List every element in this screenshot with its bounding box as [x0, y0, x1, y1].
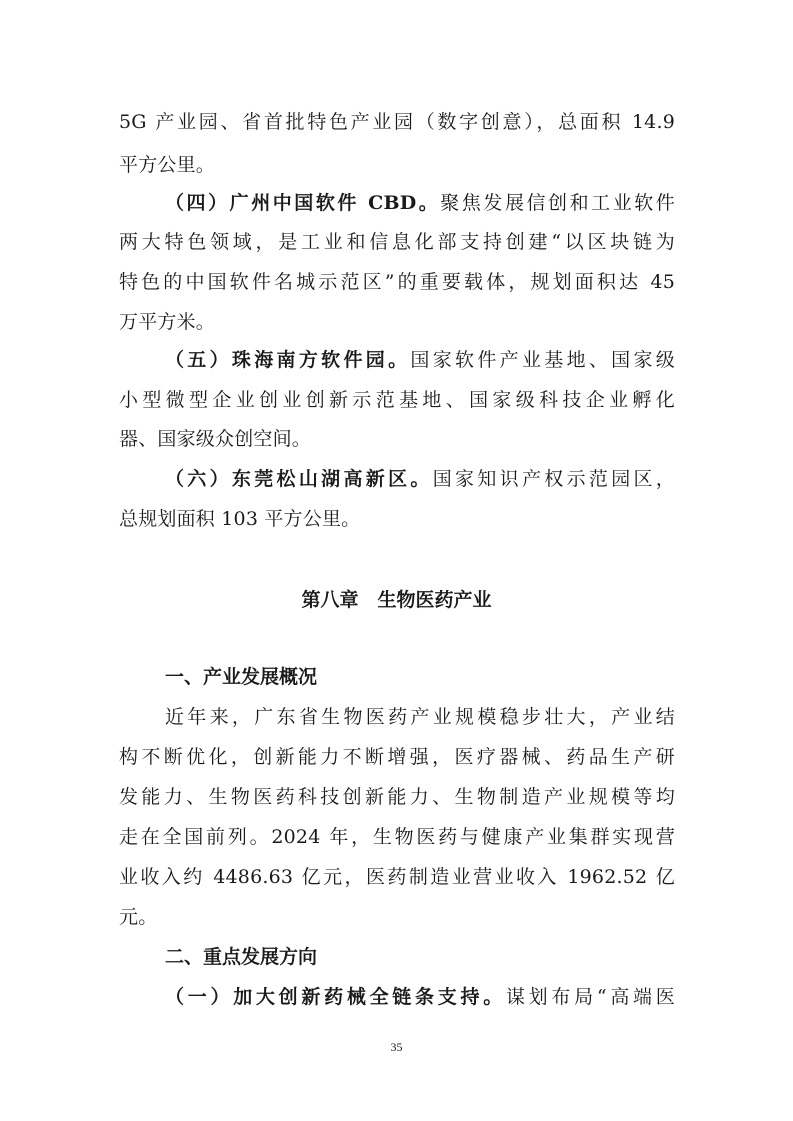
- text-line: [165, 985, 675, 1009]
- list-item-heading: （五）珠海南方软件园。: [165, 349, 411, 371]
- page-number: 35: [390, 1040, 403, 1054]
- text-line: 总规划面积 103 平方公里。: [119, 508, 361, 530]
- text-line: 万平方米。: [119, 311, 216, 333]
- text-line: 元。: [119, 906, 158, 928]
- text-line: 近年来，广东省生物医药产业规模稳步壮大，产业结: [165, 706, 675, 728]
- text-line: 业收入约 4486.63 亿元，医药制造业营业收入 1962.52 亿: [119, 866, 675, 888]
- text-span: 聚焦发展信创和工业软件: [440, 192, 676, 214]
- text-line: 构不断优化，创新能力不断增强，医疗器械、药品生产研: [119, 746, 675, 768]
- text-line: [165, 348, 675, 372]
- text-line: 小型微型企业创业创新示范基地、国家级科技企业孵化: [119, 389, 675, 411]
- section-heading: 一、产业发展概况: [165, 666, 318, 688]
- text-line: 发能力、生物医药科技创新能力、生物制造产业规模等均: [119, 786, 675, 808]
- text-line: 两大特色领域，是工业和信息化部支持创建“以区块链为: [119, 231, 675, 253]
- text-span: 国家知识产权示范园区，: [432, 468, 676, 490]
- text-span: 国家软件产业基地、国家级: [410, 349, 676, 371]
- text-line: 平方公里。: [119, 154, 216, 176]
- text-line: [165, 191, 675, 215]
- text-line: 特色的中国软件名城示范区”的重要载体，规划面积达 45: [119, 271, 675, 293]
- list-item-heading: （六）东莞松山湖高新区。: [165, 468, 433, 490]
- list-item-heading: （四）广州中国软件 CBD。: [165, 192, 441, 214]
- chapter-title: 第八章 生物医药产业: [301, 589, 492, 611]
- list-item-heading: （一）加大创新药械全链条支持。: [165, 986, 506, 1008]
- text-line: 器、国家级众创空间。: [119, 428, 312, 450]
- text-span: 谋划布局“高端医: [505, 986, 675, 1008]
- text-line: 5G 产业园、省首批特色产业园（数字创意），总面积 14.9: [119, 111, 675, 133]
- section-heading: 二、重点发展方向: [165, 946, 318, 968]
- text-line: [165, 467, 675, 491]
- text-line: 走在全国前列。2024 年，生物医药与健康产业集群实现营: [119, 826, 675, 848]
